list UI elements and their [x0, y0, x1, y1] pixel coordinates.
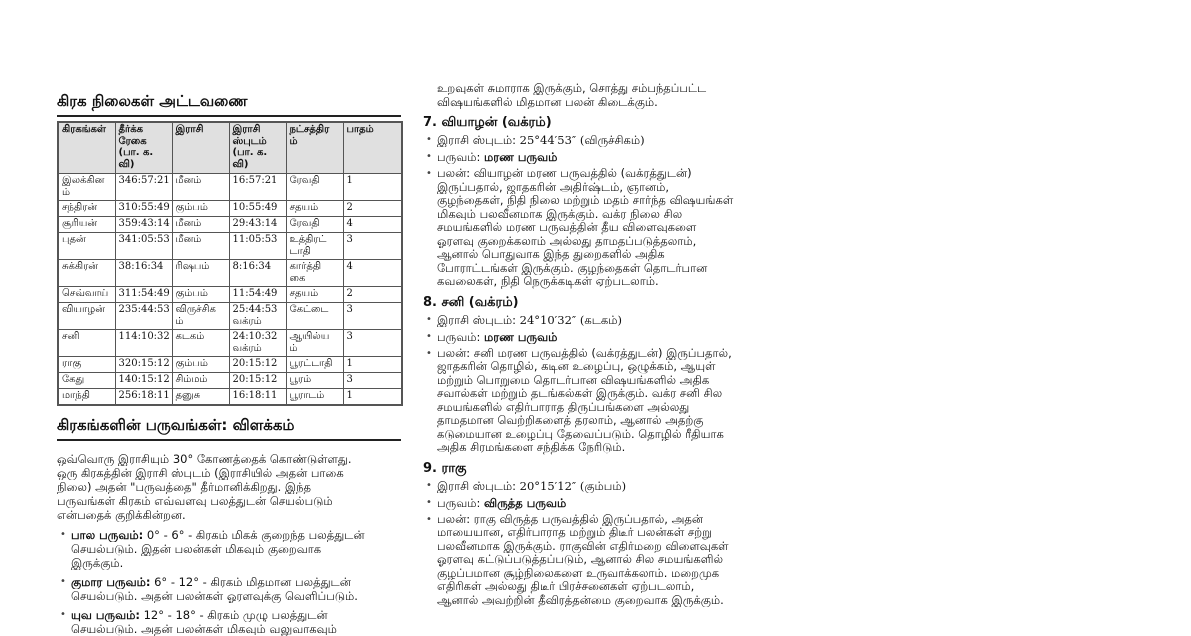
table-row	[58, 287, 402, 303]
table-cell: 311:54:49	[115, 287, 172, 303]
text-line: மிகவும் பலவீனமாக இருக்கும். வக்ர நிலை சில	[437, 207, 683, 221]
table-row	[58, 303, 402, 330]
text-line: தாமதமான வெற்றிகளைத் தரலாம், ஆனால் அதற்கு	[437, 414, 704, 427]
table-row	[58, 330, 402, 357]
table-cell: 3	[343, 373, 402, 389]
table-cell: 1	[343, 174, 402, 201]
rasi-label: இராசி ஸ்புடம்:	[437, 133, 520, 147]
table-cell: கடகம்	[172, 330, 229, 357]
table-row	[58, 233, 402, 260]
table-cell: 1	[343, 357, 402, 373]
text-line: ஆனால் அவற்றின் தீவிரத்தன்மை குறைவாக இருக்கும்.	[437, 593, 724, 607]
rasi-label: இராசி ஸ்புடம்:	[437, 478, 520, 493]
paruvam-item	[57, 528, 401, 570]
planet-section	[423, 295, 783, 455]
table-cell: 10:55:49	[229, 201, 286, 217]
table-cell: 310:55:49	[115, 201, 172, 217]
paruvam-item	[57, 608, 401, 636]
table-cell: சந்திரன்	[58, 201, 115, 217]
text-line: இருப்பதால், ஜாதகரின் அதிர்ஷ்டம், ஞானம்,	[437, 180, 670, 194]
text-line: சமயங்களில் மரண பருவத்தின் தீய விளைவுகளை	[437, 221, 697, 234]
text-line	[71, 622, 401, 636]
planet-section	[423, 461, 783, 608]
rasi-sputam-item	[423, 479, 783, 493]
table-cell: 8:16:34	[229, 260, 286, 287]
table-cell: பூராடம்	[286, 389, 343, 406]
rasi-value: 20°15′12″ (கும்பம்)	[519, 478, 627, 493]
planet-sections	[423, 115, 783, 607]
paruvam-label: பால பருவம்:	[71, 528, 144, 542]
table-cell: மீனம்	[172, 174, 229, 201]
paruvam-item	[423, 150, 783, 164]
paruvam-value: மரண பருவம்	[484, 329, 558, 344]
table-cell: 140:15:12	[115, 373, 172, 389]
text-line	[71, 556, 401, 570]
planet-heading: 7. வியாழன் (வக்ரம்)	[423, 115, 552, 130]
column-header: இராசி	[172, 122, 229, 174]
table-cell: வியாழன்	[58, 303, 115, 330]
table-cell: கும்பம்	[172, 357, 229, 373]
intro-paragraph	[57, 452, 401, 522]
paruvam-description: செயல்படும். அதன் பலன்கள் ஓரளவுக்கு வெளிப்படும்.	[71, 589, 358, 603]
table-row	[58, 389, 402, 406]
table-cell: தனுசு	[172, 389, 229, 406]
table-cell: 25:44:53 வக்ரம்	[229, 303, 286, 330]
table-cell: 29:43:14	[229, 217, 286, 233]
table-cell: சதயம்	[286, 287, 343, 303]
text-line: குழந்தைகள், நிதி நிலை மற்றும் மதம் சார்ந்த விஷயங்கள்	[437, 194, 734, 207]
text-line: ஓரளவு குறைக்கலாம் அல்லது தாமதப்படுத்தலாம்,	[437, 234, 697, 248]
table-cell: கும்பம்	[172, 287, 229, 303]
text-line	[437, 496, 783, 510]
paruvam-label: யுவ பருவம்:	[71, 608, 140, 622]
table-cell: 11:05:53	[229, 233, 286, 260]
palan-item	[423, 167, 783, 289]
paruvam-description: 6° - 12° - கிரகம் மிதமான பலத்துடன்	[150, 575, 351, 589]
table-cell: ரேவதி	[286, 217, 343, 233]
table-cell: ரேவதி	[286, 174, 343, 201]
table-cell: கேது	[58, 373, 115, 389]
table-cell: ரிஷபம்	[172, 260, 229, 287]
text-line: போராட்டங்கள் இருக்கும். குழந்தைகள் தொடர்பான	[437, 261, 708, 275]
rasi-label: இராசி ஸ்புடம்:	[437, 312, 520, 327]
table-cell: உத்திரட் டாதி	[286, 233, 343, 260]
table-cell: பூரம்	[286, 373, 343, 389]
table-cell: 341:05:53	[115, 233, 172, 260]
table-row	[58, 174, 402, 201]
column-header: பாதம்	[343, 122, 402, 174]
table-cell: 16:57:21	[229, 174, 286, 201]
right-column	[423, 81, 783, 607]
table-cell: சனி	[58, 330, 115, 357]
table-cell: 1	[343, 389, 402, 406]
text-line: கடுமையான உழைப்பு தேவைப்படும். தொழில் ரீதியாக	[437, 427, 724, 441]
text-line	[437, 313, 783, 327]
table-cell: கும்பம்	[172, 201, 229, 217]
text-line: எதிரிகள் அல்லது திடீர் பிரச்சனைகள் ஏற்படலாம்,	[437, 580, 695, 593]
paruvam-description: 0° - 6° - கிரகம் மிகக் குறைந்த பலத்துடன்	[143, 528, 365, 542]
text-line: • பலன்: ராகு விருத்த பருவத்தில் இருப்பதால், அதன்	[437, 512, 703, 526]
column-header: கிரகங்கள்	[58, 122, 115, 174]
text-line: என்பதைக் குறிக்கின்றன.	[57, 508, 186, 522]
table-cell: ஆயில்ய ம்	[286, 330, 343, 357]
paruvam-value: மரண பருவம்	[484, 150, 558, 164]
planet-heading: 8. சனி (வக்ரம்)	[423, 294, 519, 310]
text-line	[71, 589, 401, 603]
paruvam-label: பருவம்:	[437, 495, 485, 510]
table-cell: இலக்கின ம்	[58, 174, 115, 201]
table-row	[58, 217, 402, 233]
text-line	[437, 479, 783, 493]
table-cell: 3	[343, 303, 402, 330]
table-cell: 256:18:11	[115, 389, 172, 406]
paruvam-description: 12° - 18° - கிரகம் முழு பலத்துடன்	[139, 608, 328, 622]
table-row	[58, 357, 402, 373]
column-header: தீர்க்க ரேகை (பா. க. வி)	[115, 122, 172, 174]
text-line: உறவுகள் சுமாராக இருக்கும், சொத்து சம்பந்தப்பட்ட	[437, 81, 707, 95]
table-cell: 4	[343, 260, 402, 287]
table-cell: செவ்வாய்	[58, 287, 115, 303]
text-line: சமயங்களில் எதிர்பாராத திருப்பங்களை அல்லது	[437, 400, 690, 414]
text-line: சவால்கள் மற்றும் தடங்கல்கள் இருக்கும். வக்ர சனி சில	[437, 387, 723, 400]
paruvam-item	[423, 330, 783, 344]
planet-positions-table	[57, 121, 403, 406]
table-row	[58, 260, 402, 287]
text-line: ஒரு கிரகத்தின் இராசி ஸ்புடம் (இராசியில் அதன் பாகை	[57, 466, 344, 480]
table-cell: மீனம்	[172, 233, 229, 260]
table-row	[58, 201, 402, 217]
palan-item	[423, 513, 783, 608]
paruvam-label: பருவம்:	[437, 329, 485, 344]
text-line: கவலைகள், நிதி நெருக்கடிகள் ஏற்படலாம்.	[437, 275, 659, 288]
table-title: கிரக நிலைகள் அட்டவணை	[57, 92, 401, 117]
text-line: மற்றும் பொறுமை தொடர்பான விஷயங்களில் அதிக	[437, 373, 710, 387]
paruvam-description: இருக்கும்.	[71, 556, 124, 570]
table-cell: விருச்சிக ம்	[172, 303, 229, 330]
text-line: நிலை) அதன் "பருவத்தை" தீர்மானிக்கிறது. இந்த	[57, 480, 311, 494]
table-cell: 3	[343, 330, 402, 357]
left-column	[57, 92, 401, 636]
paruvam-label: குமார பருவம்:	[71, 575, 151, 589]
paruvam-description: செயல்படும். இதன் பலன்கள் மிகவும் குறைவாக	[71, 542, 322, 556]
text-line: பலவீனமாக இருக்கும். ராகுவின் எதிர்மறை விளைவுகள்	[437, 539, 729, 553]
table-cell: சதயம்	[286, 201, 343, 217]
text-line	[437, 150, 783, 164]
table-cell: புதன்	[58, 233, 115, 260]
table-cell: 20:15:12	[229, 373, 286, 389]
table-cell: பூரட்டாதி	[286, 357, 343, 373]
planet-section	[423, 115, 783, 289]
paruvam-item	[57, 575, 401, 603]
text-line	[71, 528, 401, 542]
table-cell: 4	[343, 217, 402, 233]
table-row	[58, 373, 402, 389]
table-cell: 38:16:34	[115, 260, 172, 287]
text-line: பருவங்கள் கிரகம் எவ்வளவு பலத்துடன் செயல்படும்	[57, 494, 333, 508]
table-cell: சிம்மம்	[172, 373, 229, 389]
paruvam-value: விருத்த பருவம்	[484, 495, 567, 510]
table-cell: 235:44:53	[115, 303, 172, 330]
table-cell: 20:15:12	[229, 357, 286, 373]
table-cell: 3	[343, 233, 402, 260]
table-cell: கார்த்தி கை	[286, 260, 343, 287]
table-cell: 24:10:32 வக்ரம்	[229, 330, 286, 357]
rasi-value: 24°10′32″ (கடகம்)	[519, 312, 622, 327]
text-line	[437, 133, 783, 147]
text-line: ஓரளவு கட்டுப்படுத்தப்படும், ஆனால் சில சமயங்களில்	[437, 553, 723, 566]
table-cell: 320:15:12	[115, 357, 172, 373]
table-cell: 2	[343, 287, 402, 303]
text-line	[71, 608, 401, 622]
table-cell: 114:10:32	[115, 330, 172, 357]
text-line: • பலன்: வியாழன் மரண பருவத்தில் (வக்ரத்துடன்)	[437, 167, 692, 180]
explain-title: கிரகங்களின் பருவங்கள்: விளக்கம்	[57, 416, 401, 441]
table-cell: 359:43:14	[115, 217, 172, 233]
paruvam-list	[57, 528, 401, 636]
paruvam-item	[423, 496, 783, 510]
palan-item	[423, 347, 783, 455]
rasi-sputam-item	[423, 313, 783, 327]
table-cell: ராகு	[58, 357, 115, 373]
text-line	[71, 575, 401, 589]
text-line: விஷயங்களில் மிதமான பலன் கிடைக்கும்.	[437, 95, 658, 109]
table-cell: மாந்தி	[58, 389, 115, 406]
table-cell: 2	[343, 201, 402, 217]
table-cell: 346:57:21	[115, 174, 172, 201]
text-line: குழப்பமான சூழ்நிலைகளை உருவாக்கலாம். மறைமுக	[437, 566, 720, 580]
text-line	[437, 330, 783, 344]
table-header-row	[58, 122, 402, 174]
table-cell: மீனம்	[172, 217, 229, 233]
planet-heading: 9. ராகு	[423, 460, 467, 476]
table-cell: 16:18:11	[229, 389, 286, 406]
table-cell: சுக்கிரன்	[58, 260, 115, 287]
table-cell: 11:54:49	[229, 287, 286, 303]
text-line: ஒவ்வொரு இராசியும் 30° கோணத்தைக் கொண்டுள்ளது.	[57, 452, 352, 466]
table-cell: கேட்டை	[286, 303, 343, 330]
text-line: ஆனால் பொதுவாக இந்த துறைகளில் அதிக	[437, 248, 665, 261]
column-header: இராசி ஸ்புடம் (பா. க. வி)	[229, 122, 286, 174]
table-cell: சூரியன்	[58, 217, 115, 233]
rasi-sputam-item	[423, 133, 783, 147]
text-line: ஜாதகரின் தொழில், கடின உழைப்பு, ஒழுக்கம், ஆயுள்	[437, 360, 716, 373]
paruvam-description: செயல்படும். அதன் பலன்கள் மிகவும் வலுவாகவும்	[71, 622, 337, 636]
rasi-value: 25°44′53″ (விருச்சிகம்)	[519, 133, 645, 147]
text-line	[71, 542, 401, 556]
text-line: அதிக சிரமங்களை சந்திக்க நேரிடும்.	[437, 441, 626, 454]
text-line: மாயையான, எதிர்பாராத மற்றும் திடீர் பலன்கள் சற்று	[437, 526, 712, 539]
text-line: • பலன்: சனி மரண பருவத்தில் (வக்ரத்துடன்) இருப்பதால்,	[437, 346, 732, 360]
continuation-paragraph	[423, 81, 783, 109]
paruvam-label: பருவம்:	[437, 150, 485, 164]
column-header: நட்சத்திர ம்	[286, 122, 343, 174]
